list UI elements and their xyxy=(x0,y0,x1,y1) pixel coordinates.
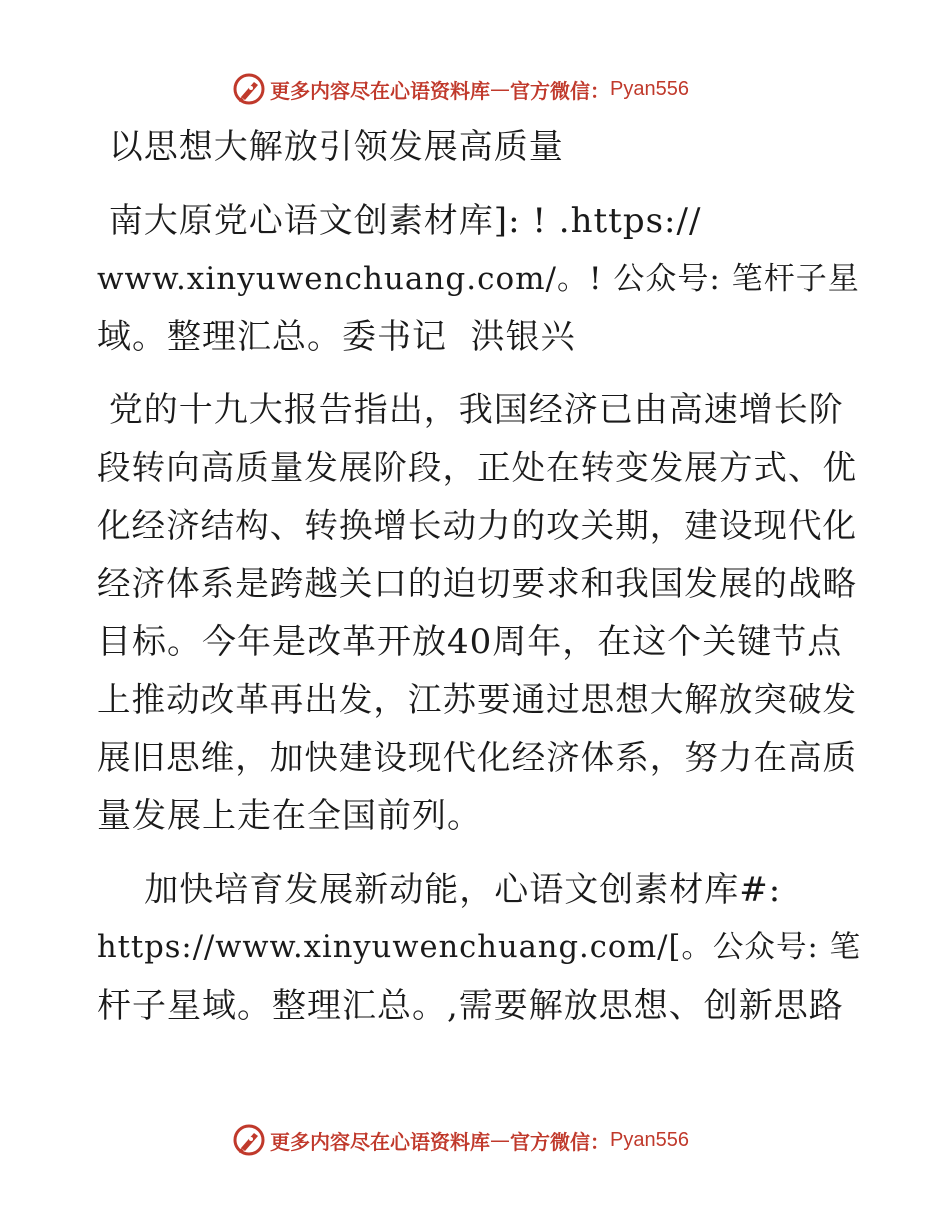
text-line: 量发展上走在全国前列。 xyxy=(97,796,482,836)
document-title: 以思想大解放引领发展高质量 xyxy=(97,127,564,167)
watermark-wechat-id: Pyan556 xyxy=(610,1128,689,1151)
text-line: 杆子星域。整理汇总。,需要解放思想、创新思路 xyxy=(97,986,844,1026)
watermark-main-text: 更多内容尽在心语资料库 xyxy=(270,78,490,103)
watermark-wechat-id: Pyan556 xyxy=(610,77,689,100)
text-line: 展旧思维，加快建设现代化经济体系，努力在高质 xyxy=(97,738,858,777)
watermark-dash: — xyxy=(490,1128,510,1152)
watermark-wechat-label: 官方微信： xyxy=(510,78,610,103)
text-line: 上推动改革再出发，江苏要通过思想大解放突破发 xyxy=(97,680,858,719)
watermark-wechat-label: 官方微信： xyxy=(510,1129,610,1154)
text-line: 经济体系是跨越关口的迫切要求和我国发展的战略 xyxy=(97,564,858,603)
pen-logo-icon xyxy=(232,72,266,106)
watermark-dash: — xyxy=(490,77,510,101)
text-line: 域。整理汇总。委书记 洪银兴 xyxy=(97,317,576,357)
text-line: 南大原党心语文创素材库]: ! .https:// xyxy=(97,201,702,241)
watermark-main-text: 更多内容尽在心语资料库 xyxy=(270,1129,490,1154)
text-line: 加快培育发展新动能，心语文创素材库#: xyxy=(97,870,782,910)
text-line: 目标。今年是改革开放40周年，在这个关键节点 xyxy=(97,622,843,662)
pen-logo-icon xyxy=(232,1123,266,1157)
footer-watermark-banner xyxy=(232,1123,718,1157)
text-line: https://www.xinyuwenchuang.com/[。公众号: 笔 xyxy=(97,930,861,965)
text-line: www.xinyuwenchuang.com/。! 公众号: 笔杆子星 xyxy=(97,261,860,297)
text-line: 段转向高质量发展阶段，正处在转变发展方式、优 xyxy=(97,448,858,487)
header-watermark-banner xyxy=(232,72,718,106)
text-line: 党的十九大报告指出，我国经济已由高速增长阶 xyxy=(97,390,844,430)
text-line: 化经济结构、转换增长动力的攻关期，建设现代化 xyxy=(97,506,858,545)
